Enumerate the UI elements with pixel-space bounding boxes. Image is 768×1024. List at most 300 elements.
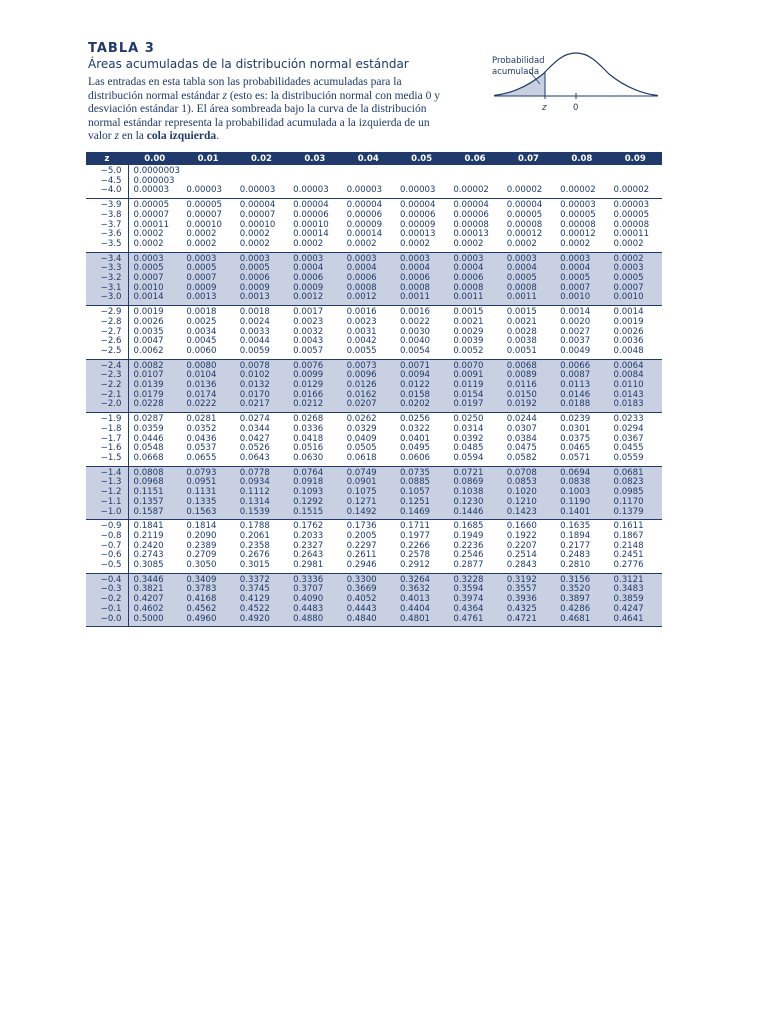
probability-value: 0.0049 xyxy=(560,345,591,356)
z-value: −3.9 xyxy=(100,200,122,211)
probability-value: 0.0040 xyxy=(399,336,431,347)
probability-value: 0.2266 xyxy=(399,540,431,551)
intro-text-2: (esto es: la distribución normal con media 0 y desviación estándar 1). El área sombreada bajo la curva de la distribución normal estándar representa la probabilidad acumulada a la izquierda de un valor xyxy=(88,89,440,142)
probability-value: 0.4522 xyxy=(239,603,270,614)
value-cell xyxy=(395,573,448,627)
probability-value: 0.0823 xyxy=(613,477,644,488)
intro-text-1: Las entradas en esta tabla son las probabilidades acumuladas para la distribución normal estándar xyxy=(88,76,402,102)
probability-value: 0.0002 xyxy=(133,238,164,249)
value-cell xyxy=(395,252,448,306)
probability-value: 0.0004 xyxy=(453,263,484,274)
value-cell xyxy=(609,252,662,306)
probability-value: 0.2389 xyxy=(186,540,217,551)
z-value: −5.0 xyxy=(100,166,122,176)
probability-value: 0.00012 xyxy=(560,229,596,240)
probability-value: 0.0006 xyxy=(293,273,324,284)
probability-value: 0.0233 xyxy=(613,414,644,425)
intro-bold: cola izquierda xyxy=(146,130,217,142)
probability-value: 0.0012 xyxy=(346,292,377,303)
probability-value: 0.0122 xyxy=(399,380,431,391)
probability-value: 0.0968 xyxy=(133,477,164,488)
probability-value: 0.0516 xyxy=(293,443,324,454)
probability-value: 0.0054 xyxy=(399,345,431,356)
probability-value: 0.1003 xyxy=(560,487,591,498)
probability-value: 0.0013 xyxy=(239,292,270,303)
value-cell xyxy=(448,573,501,627)
probability-value: 0.0005 xyxy=(133,263,164,274)
probability-value: 0.4761 xyxy=(453,613,484,624)
probability-value: 0.0089 xyxy=(506,370,537,381)
probability-value: 0.3409 xyxy=(186,574,217,585)
probability-value: 0.0274 xyxy=(239,414,270,425)
table-row-group xyxy=(86,359,662,413)
probability-value: 0.0250 xyxy=(453,414,484,425)
probability-value: 0.2061 xyxy=(239,530,270,541)
probability-value: 0.1492 xyxy=(346,506,377,517)
probability-value: 0.1170 xyxy=(613,496,644,507)
probability-value: 0.0073 xyxy=(346,360,377,371)
probability-value: 0.0016 xyxy=(346,307,377,318)
probability-value: 0.0256 xyxy=(399,414,431,425)
z-value: −4.5 xyxy=(100,175,122,186)
probability-value: 0.2709 xyxy=(186,550,217,561)
probability-value: 0.3520 xyxy=(560,584,591,595)
value-cell xyxy=(342,466,395,520)
probability-value: 0.0066 xyxy=(560,360,591,371)
probability-value: 0.0051 xyxy=(506,345,537,356)
value-cell xyxy=(235,413,288,467)
probability-value: 0.0009 xyxy=(186,282,217,293)
probability-value: 0.0344 xyxy=(239,423,270,434)
probability-value: 0.4090 xyxy=(293,594,324,605)
probability-value: 0.0003 xyxy=(506,253,537,264)
probability-value: 0.0002 xyxy=(506,238,537,249)
value-cell xyxy=(181,199,234,253)
probability-value: 0.1949 xyxy=(453,530,484,541)
probability-value: 0.0212 xyxy=(293,399,324,410)
probability-value: 0.1867 xyxy=(613,530,644,541)
probability-value: 0.3015 xyxy=(239,560,270,571)
table-row-group xyxy=(86,520,662,574)
column-header: 0.04 xyxy=(342,152,395,165)
probability-value: 0.0030 xyxy=(399,326,431,337)
probability-value: 0.0026 xyxy=(133,316,164,327)
probability-value: 0.00012 xyxy=(506,229,543,240)
column-header: 0.07 xyxy=(502,152,555,165)
intro-paragraph xyxy=(88,76,440,144)
probability-value: 0.4483 xyxy=(293,603,324,614)
value-cell xyxy=(609,573,662,627)
value-cell xyxy=(448,359,501,413)
probability-value: 0.0052 xyxy=(453,345,484,356)
value-cell xyxy=(342,199,395,253)
probability-value: 0.2005 xyxy=(346,530,377,541)
probability-value: 0.0655 xyxy=(186,452,217,463)
probability-value xyxy=(453,167,501,177)
probability-value: 0.00008 xyxy=(613,219,650,230)
probability-value: 0.4325 xyxy=(506,603,537,614)
probability-value: 0.1563 xyxy=(186,506,217,517)
probability-value: 0.0020 xyxy=(560,316,591,327)
probability-value: 0.0505 xyxy=(346,443,377,454)
value-cell xyxy=(502,466,555,520)
probability-value: 0.1314 xyxy=(239,496,270,507)
probability-value: 0.0869 xyxy=(453,477,484,488)
probability-value: 0.0559 xyxy=(613,452,644,463)
probability-value: 0.2090 xyxy=(186,530,217,541)
probability-value: 0.0048 xyxy=(613,345,644,356)
value-cell xyxy=(502,520,555,574)
probability-value: 0.1210 xyxy=(506,496,537,507)
probability-value: 0.3372 xyxy=(239,574,270,585)
probability-value: 0.00010 xyxy=(293,219,329,230)
value-cell xyxy=(448,252,501,306)
probability-value: 0.2033 xyxy=(293,530,324,541)
probability-value: 0.0174 xyxy=(186,389,217,400)
probability-value: 0.0618 xyxy=(346,452,377,463)
probability-value: 0.00002 xyxy=(453,185,489,196)
probability-value: 0.0008 xyxy=(346,282,377,293)
probability-value: 0.00006 xyxy=(346,209,383,220)
probability-value: 0.0222 xyxy=(186,399,217,410)
probability-value: 0.0314 xyxy=(453,423,484,434)
probability-value: 0.3974 xyxy=(453,594,484,605)
probability-value: 0.0158 xyxy=(399,389,431,400)
probability-value: 0.0004 xyxy=(560,263,591,274)
probability-value xyxy=(614,167,662,177)
value-cell xyxy=(235,520,288,574)
probability-value: 0.0287 xyxy=(133,414,164,425)
probability-value: 0.00004 xyxy=(453,200,489,211)
probability-value: 0.0037 xyxy=(560,336,591,347)
probability-value: 0.0202 xyxy=(399,399,431,410)
column-header: z xyxy=(86,152,128,165)
z-cell xyxy=(86,165,128,199)
value-cell xyxy=(288,252,341,306)
probability-value: 0.3821 xyxy=(133,584,164,595)
probability-value: 0.0018 xyxy=(186,307,217,318)
value-cell xyxy=(395,306,448,360)
probability-value: 0.0000003 xyxy=(133,166,180,176)
probability-value: 0.0401 xyxy=(399,433,431,444)
probability-value: 0.1401 xyxy=(560,506,591,517)
probability-value: 0.3085 xyxy=(133,560,164,571)
probability-value: 0.0004 xyxy=(293,263,324,274)
probability-value: 0.2546 xyxy=(453,550,484,561)
probability-value: 0.0002 xyxy=(453,238,484,249)
probability-value: 0.3446 xyxy=(133,574,164,585)
probability-value: 0.0244 xyxy=(506,414,537,425)
probability-value: 0.0571 xyxy=(560,452,591,463)
probability-value: 0.4247 xyxy=(613,603,644,614)
probability-value: 0.0011 xyxy=(506,292,537,303)
probability-value: 0.4129 xyxy=(239,594,270,605)
probability-value: 0.0436 xyxy=(186,433,217,444)
probability-value: 0.0005 xyxy=(506,273,537,284)
probability-value: 0.4602 xyxy=(133,603,164,614)
probability-value: 0.4801 xyxy=(399,613,431,624)
probability-value: 0.00002 xyxy=(506,185,543,196)
z-value: −3.1 xyxy=(100,282,122,293)
value-cell xyxy=(555,306,608,360)
probability-value: 0.2483 xyxy=(560,550,591,561)
probability-value: 0.0336 xyxy=(293,423,324,434)
z-value: −1.8 xyxy=(100,423,122,434)
probability-value: 0.0838 xyxy=(560,477,591,488)
column-header: 0.08 xyxy=(555,152,608,165)
value-cell xyxy=(235,359,288,413)
probability-value: 0.1335 xyxy=(186,496,217,507)
probability-value: 0.00006 xyxy=(293,209,329,220)
probability-value: 0.0418 xyxy=(293,433,324,444)
value-cell xyxy=(448,520,501,574)
value-cell xyxy=(609,413,662,467)
probability-value: 0.0003 xyxy=(613,263,644,274)
table-title: TABLA 3 xyxy=(88,41,155,56)
probability-value: 0.0951 xyxy=(186,477,217,488)
probability-value: 0.0007 xyxy=(186,273,217,284)
probability-value: 0.0062 xyxy=(133,345,164,356)
probability-value: 0.0268 xyxy=(293,414,324,425)
probability-value: 0.0749 xyxy=(346,467,377,478)
column-header: 0.05 xyxy=(395,152,448,165)
value-cell xyxy=(395,466,448,520)
value-cell xyxy=(342,165,395,199)
z-value: −1.5 xyxy=(100,452,122,463)
probability-value: 0.2676 xyxy=(239,550,270,561)
value-cell xyxy=(181,252,234,306)
probability-value: 0.0011 xyxy=(399,292,431,303)
probability-value: 0.1711 xyxy=(399,521,431,532)
value-cell xyxy=(502,359,555,413)
probability-value: 0.0008 xyxy=(506,282,537,293)
probability-value: 0.2420 xyxy=(133,540,164,551)
probability-value: 0.00004 xyxy=(346,200,383,211)
normal-curve-figure xyxy=(488,52,663,116)
probability-value: 0.0322 xyxy=(399,423,431,434)
probability-value: 0.0014 xyxy=(613,307,644,318)
probability-value: 0.2776 xyxy=(613,560,644,571)
probability-value: 0.3707 xyxy=(293,584,324,595)
z-value: −2.7 xyxy=(100,326,122,337)
value-cell xyxy=(502,165,555,199)
probability-value: 0.1131 xyxy=(186,487,217,498)
probability-value: 0.0006 xyxy=(346,273,377,284)
probability-value: 0.1922 xyxy=(506,530,537,541)
probability-value: 0.3483 xyxy=(613,584,644,595)
probability-value: 0.4840 xyxy=(346,613,377,624)
probability-value: 0.0116 xyxy=(506,380,537,391)
table-header-row xyxy=(86,152,662,165)
probability-value: 0.0028 xyxy=(506,326,537,337)
probability-value: 0.0019 xyxy=(133,307,164,318)
probability-value: 0.0003 xyxy=(346,253,377,264)
probability-value: 0.0537 xyxy=(186,443,217,454)
z-value: −2.0 xyxy=(100,399,122,410)
probability-value: 0.0078 xyxy=(239,360,270,371)
probability-value: 0.0024 xyxy=(239,316,270,327)
probability-value: 0.0005 xyxy=(613,273,644,284)
probability-value: 0.0005 xyxy=(239,263,270,274)
probability-value: 0.1736 xyxy=(346,521,377,532)
probability-value: 0.0007 xyxy=(613,282,644,293)
probability-value: 0.0146 xyxy=(560,389,591,400)
value-cell xyxy=(555,165,608,199)
probability-value: 0.3121 xyxy=(613,574,644,585)
probability-value: 0.00006 xyxy=(453,209,489,220)
probability-value: 0.0084 xyxy=(613,370,644,381)
probability-value: 0.0007 xyxy=(133,273,164,284)
probability-value: 0.0076 xyxy=(293,360,324,371)
value-cell xyxy=(395,359,448,413)
probability-value: 0.0015 xyxy=(453,307,484,318)
probability-value: 0.0036 xyxy=(613,336,644,347)
probability-value: 0.00005 xyxy=(133,200,170,211)
probability-value: 0.2810 xyxy=(560,560,591,571)
probability-value: 0.4286 xyxy=(560,603,591,614)
normal-distribution-table xyxy=(86,152,662,627)
probability-value: 0.0594 xyxy=(453,452,484,463)
probability-value: 0.00011 xyxy=(133,219,170,230)
z-value: −3.0 xyxy=(100,292,122,303)
probability-value: 0.1075 xyxy=(346,487,377,498)
probability-value: 0.0055 xyxy=(346,345,377,356)
value-cell xyxy=(181,573,234,627)
value-cell xyxy=(181,413,234,467)
probability-value: 0.0002 xyxy=(399,238,431,249)
value-cell xyxy=(288,199,341,253)
probability-value: 0.00003 xyxy=(613,200,650,211)
probability-value: 0.0071 xyxy=(399,360,431,371)
value-cell xyxy=(342,573,395,627)
z-value: −1.9 xyxy=(100,414,122,425)
value-cell xyxy=(395,165,448,199)
probability-value: 0.0002 xyxy=(186,229,217,240)
probability-value: 0.0162 xyxy=(346,389,377,400)
z-value: −1.1 xyxy=(100,496,122,507)
z-value: −3.7 xyxy=(100,219,122,230)
probability-value: 0.0409 xyxy=(346,433,377,444)
probability-value: 0.0154 xyxy=(453,389,484,400)
value-cell xyxy=(288,520,341,574)
value-cell xyxy=(448,306,501,360)
probability-value: 0.2981 xyxy=(293,560,324,571)
z-value: −0.2 xyxy=(100,594,122,605)
probability-value: 0.0281 xyxy=(186,414,217,425)
probability-value: 0.0367 xyxy=(613,433,644,444)
probability-value: 0.0057 xyxy=(293,345,324,356)
probability-value: 0.1977 xyxy=(399,530,431,541)
value-cell xyxy=(555,359,608,413)
probability-value: 0.4168 xyxy=(186,594,217,605)
probability-value: 0.1788 xyxy=(239,521,270,532)
z-value: −1.3 xyxy=(100,477,122,488)
value-cell xyxy=(502,199,555,253)
probability-value: 0.0015 xyxy=(506,307,537,318)
probability-value: 0.2514 xyxy=(506,550,537,561)
probability-value: 0.0003 xyxy=(133,253,164,264)
probability-value: 0.0808 xyxy=(133,467,164,478)
probability-value: 0.0150 xyxy=(506,389,537,400)
probability-value: 0.0475 xyxy=(506,443,537,454)
value-cell xyxy=(502,413,555,467)
probability-value: 0.4013 xyxy=(399,594,431,605)
probability-value: 0.1057 xyxy=(399,487,431,498)
value-cell xyxy=(288,165,341,199)
probability-value: 0.3594 xyxy=(453,584,484,595)
probability-value: 0.2451 xyxy=(613,550,644,561)
z-value: −0.0 xyxy=(100,613,122,624)
probability-value: 0.0985 xyxy=(613,487,644,498)
probability-value: 0.0042 xyxy=(346,336,377,347)
probability-value: 0.0166 xyxy=(293,389,324,400)
probability-value: 0.0918 xyxy=(293,477,324,488)
z-value: −0.9 xyxy=(100,521,122,532)
probability-value: 0.00009 xyxy=(346,219,383,230)
probability-value: 0.0002 xyxy=(613,253,644,264)
probability-value xyxy=(400,167,448,177)
probability-value: 0.2358 xyxy=(239,540,270,551)
probability-value: 0.0060 xyxy=(186,345,217,356)
value-cell xyxy=(235,199,288,253)
probability-value: 0.1271 xyxy=(346,496,377,507)
probability-value: 0.3300 xyxy=(346,574,377,585)
probability-value: 0.00003 xyxy=(133,185,170,196)
probability-value: 0.2177 xyxy=(560,540,591,551)
probability-value: 0.0007 xyxy=(560,282,591,293)
probability-value: 0.3156 xyxy=(560,574,591,585)
probability-value: 0.4052 xyxy=(346,594,377,605)
probability-value: 0.0027 xyxy=(560,326,591,337)
value-cell xyxy=(609,165,662,199)
probability-value: 0.4404 xyxy=(399,603,431,614)
probability-value: 0.0005 xyxy=(186,263,217,274)
probability-value: 0.1230 xyxy=(453,496,484,507)
probability-value: 0.1038 xyxy=(453,487,484,498)
value-cell xyxy=(395,413,448,467)
probability-value: 0.0392 xyxy=(453,433,484,444)
value-cell xyxy=(502,252,555,306)
probability-value: 0.4443 xyxy=(346,603,377,614)
value-cell xyxy=(128,252,181,306)
probability-value: 0.2119 xyxy=(133,530,164,541)
z-value: −3.3 xyxy=(100,263,122,274)
probability-value: 0.0070 xyxy=(453,360,484,371)
column-header: 0.09 xyxy=(609,152,662,165)
probability-value: 0.2843 xyxy=(506,560,537,571)
probability-value: 0.4207 xyxy=(133,594,164,605)
probability-value: 0.0582 xyxy=(506,452,537,463)
z-cell xyxy=(86,359,128,413)
value-cell xyxy=(128,520,181,574)
z-value: −1.4 xyxy=(100,467,122,478)
value-cell xyxy=(609,359,662,413)
column-header: 0.01 xyxy=(181,152,234,165)
value-cell xyxy=(128,165,181,199)
value-cell xyxy=(555,466,608,520)
value-cell xyxy=(235,252,288,306)
probability-value: 0.0104 xyxy=(186,370,217,381)
z-value: −0.1 xyxy=(100,603,122,614)
probability-value: 0.0096 xyxy=(346,370,377,381)
probability-value: 0.4641 xyxy=(613,613,644,624)
intro-text-4: . xyxy=(216,130,219,142)
value-cell xyxy=(395,199,448,253)
probability-value: 0.0188 xyxy=(560,399,591,410)
probability-value: 0.00003 xyxy=(399,185,436,196)
probability-value: 0.0002 xyxy=(346,238,377,249)
probability-value: 0.00002 xyxy=(560,185,596,196)
